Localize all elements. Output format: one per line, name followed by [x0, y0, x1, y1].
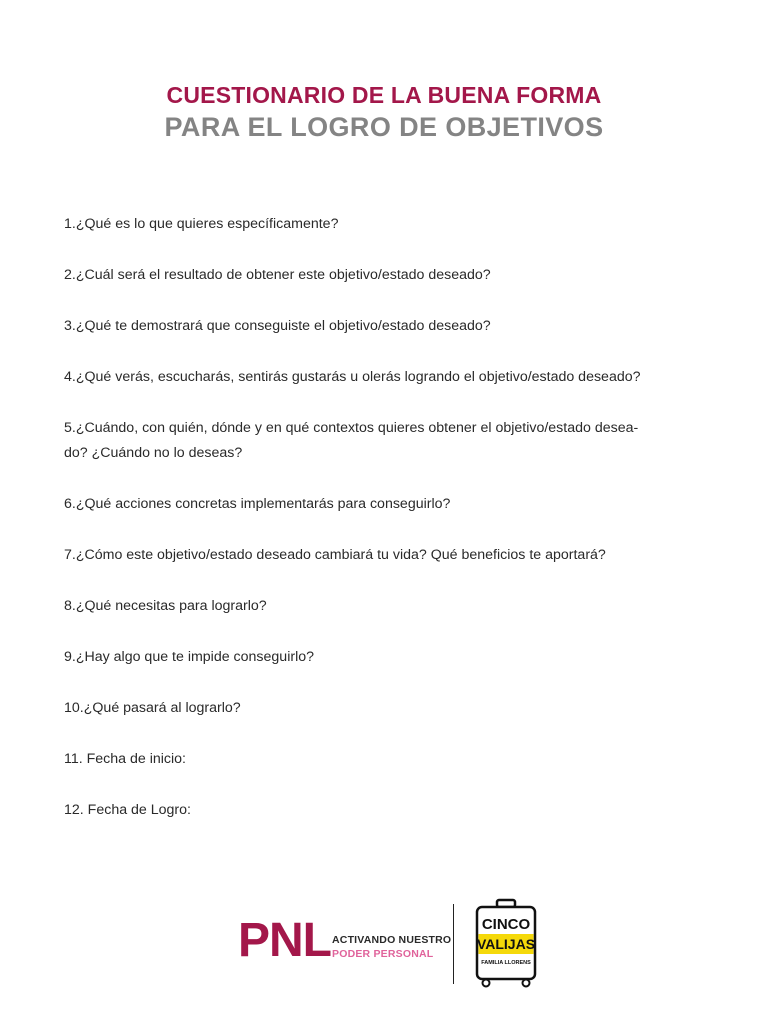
suitcase-logo-icon [473, 898, 539, 988]
pnl-tagline-line-2: PODER PERSONAL [332, 948, 434, 960]
question-2: 2.¿Cuál será el resultado de obtener este objetivo/estado deseado? [64, 267, 491, 283]
question-10: 10.¿Qué pasará al lograrlo? [64, 700, 241, 716]
pnl-logo: PNL [238, 914, 331, 967]
footer-divider [453, 904, 454, 984]
familia-llorens-text: FAMILIA LLORENS [481, 960, 531, 966]
question-1: 1.¿Qué es lo que quieres específicamente? [64, 216, 339, 232]
question-7: 7.¿Cómo este objetivo/estado deseado cambiará tu vida? Qué beneficios te aportará? [64, 547, 606, 563]
question-4: 4.¿Qué verás, escucharás, sentirás gustarás u olerás logrando el objetivo/estado deseado? [64, 369, 641, 385]
question-3: 3.¿Qué te demostrará que conseguiste el objetivo/estado deseado? [64, 318, 491, 334]
question-12: 12. Fecha de Logro: [64, 802, 191, 818]
pnl-tagline-line-1: ACTIVANDO NUESTRO [332, 934, 452, 946]
question-9: 9.¿Hay algo que te impide conseguirlo? [64, 649, 315, 665]
page-subtitle: PARA EL LOGRO DE OBJETIVOS [164, 112, 604, 142]
question-5-line-2: do? ¿Cuándo no lo deseas? [64, 445, 243, 461]
question-11: 11. Fecha de inicio: [64, 751, 186, 767]
page-title: CUESTIONARIO DE LA BUENA FORMA [166, 82, 602, 108]
valijas-text: VALIJAS [476, 936, 536, 952]
question-6: 6.¿Qué acciones concretas implementarás para conseguirlo? [64, 496, 451, 512]
cinco-text: CINCO [481, 916, 531, 933]
question-5-line-1: 5.¿Cuándo, con quién, dónde y en qué contextos quieres obtener el objetivo/estado desea- [64, 420, 639, 436]
question-8: 8.¿Qué necesitas para lograrlo? [64, 598, 267, 614]
